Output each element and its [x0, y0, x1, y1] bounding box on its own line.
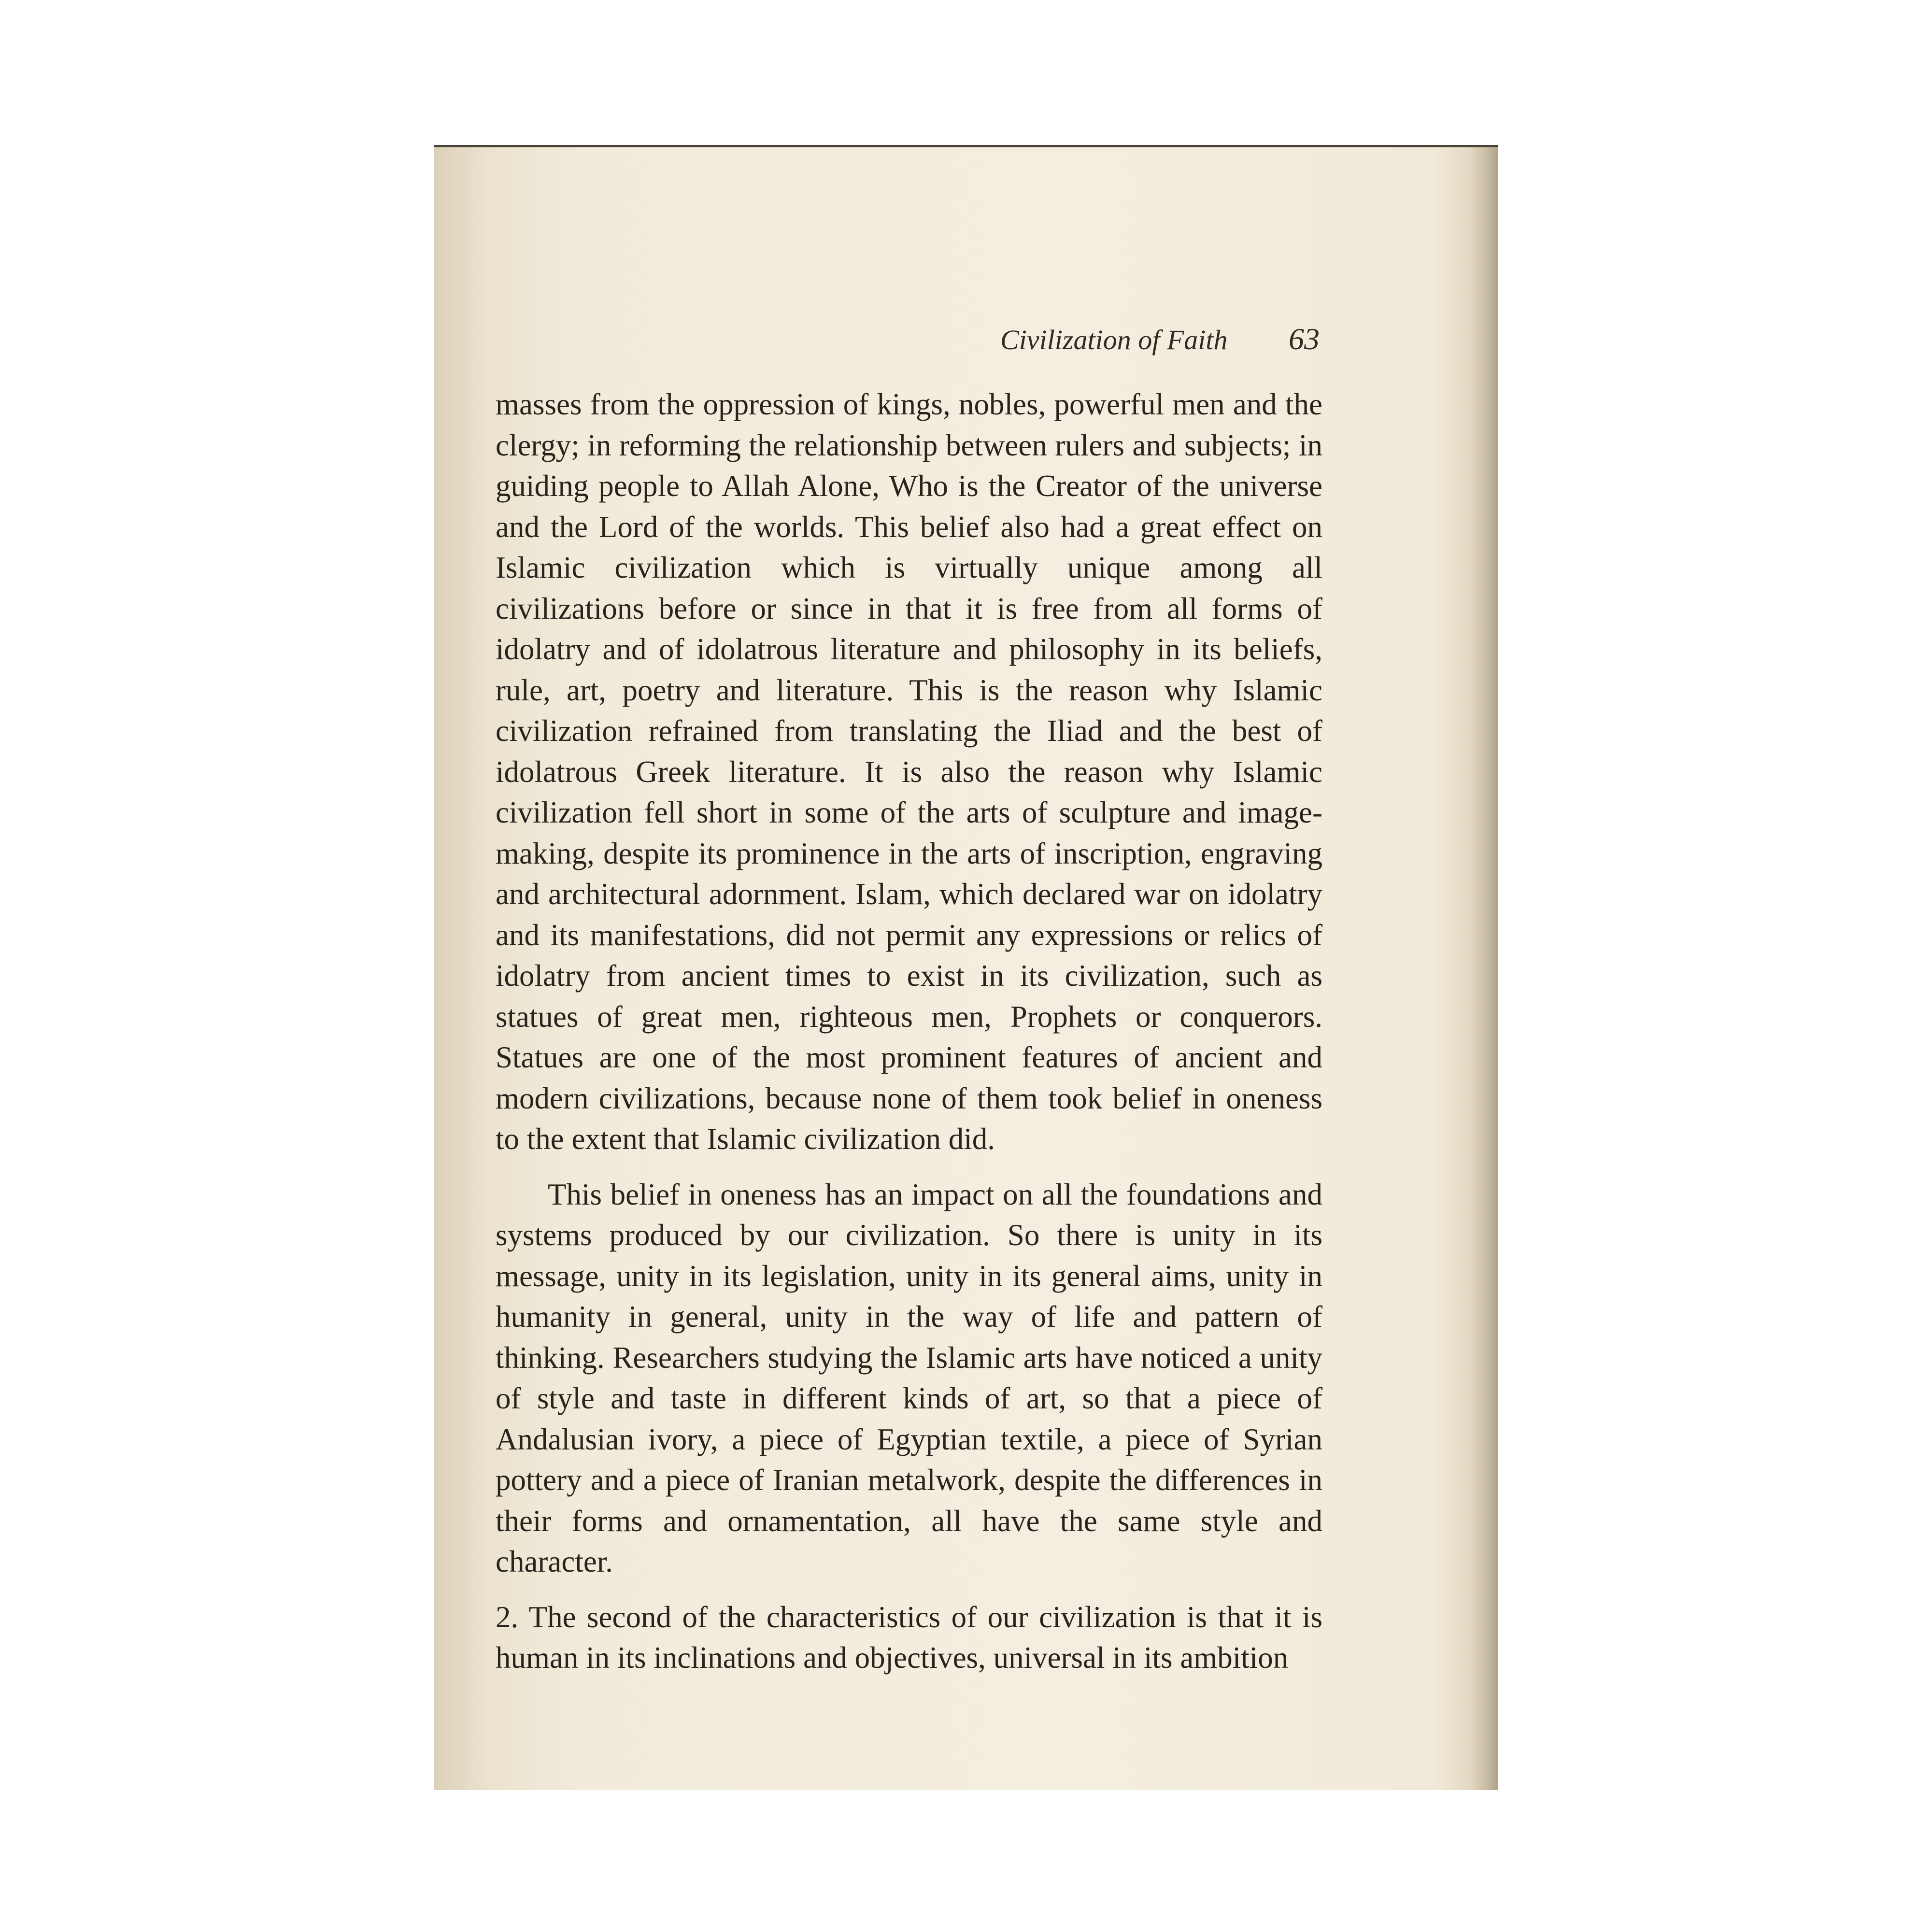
paragraph-oneness: This belief in oneness has an impact on all the foundations and systems produced by our civilization. So there is unity in its message, unity in its legislation, unity in its general aims, unity in humanity in general, unity in the way of life and pattern of thinking. Researchers studying the Islamic arts have noticed a unity of style and taste in different kinds of art, so that a piece of Andalusian ivory, a piece of Egyptian textile, a piece of Syrian pottery and a piece of Iranian metalwork, despite the differences in their forms and ornamentation, all have the same style and character. — [496, 1177, 1322, 1578]
running-title: Civilization of Faith — [1000, 324, 1228, 355]
paragraph-numbered-2: 2. The second of the characteristics of our civilization is that it is human in its inclinations and objectives, universal in its ambition — [496, 1600, 1322, 1675]
book-page — [434, 145, 1498, 1790]
body-text — [496, 384, 1322, 1678]
page-number: 63 — [1289, 322, 1320, 356]
page-edge-shadow — [1469, 147, 1498, 1790]
running-header — [1000, 321, 1320, 357]
paragraph-continued: masses from the oppression of kings, nobles, powerful men and the clergy; in reforming the relationship between rulers and subjects; in guiding people to Allah Alone, Who is the Creator of the universe and the Lord of the worlds. This belief also had a great effect on Islamic civilization which is virtually unique among all civilizations before or since in that it is free from all forms of idolatry and of idolatrous literature and philosophy in its beliefs, rule, art, poetry and literature. This is the reason why Islamic civilization refrained from translating the Iliad and the best of idolatrous Greek literature. It is also the reason why Islamic civilization fell short in some of the arts of sculpture and image-making, despite its prominence in the arts of inscription, engraving and architectural adornment. Islam, which declared war on idolatry and its manifestations, did not permit any expressions or relics of idolatry from ancient times to exist in its civilization, such as statues of great men, righteous men, Prophets or conquerors. Statues are one of the most prominent features of ancient and modern civilizations, because none of them took belief in oneness to the extent that Islamic civilization did. — [496, 387, 1322, 1156]
